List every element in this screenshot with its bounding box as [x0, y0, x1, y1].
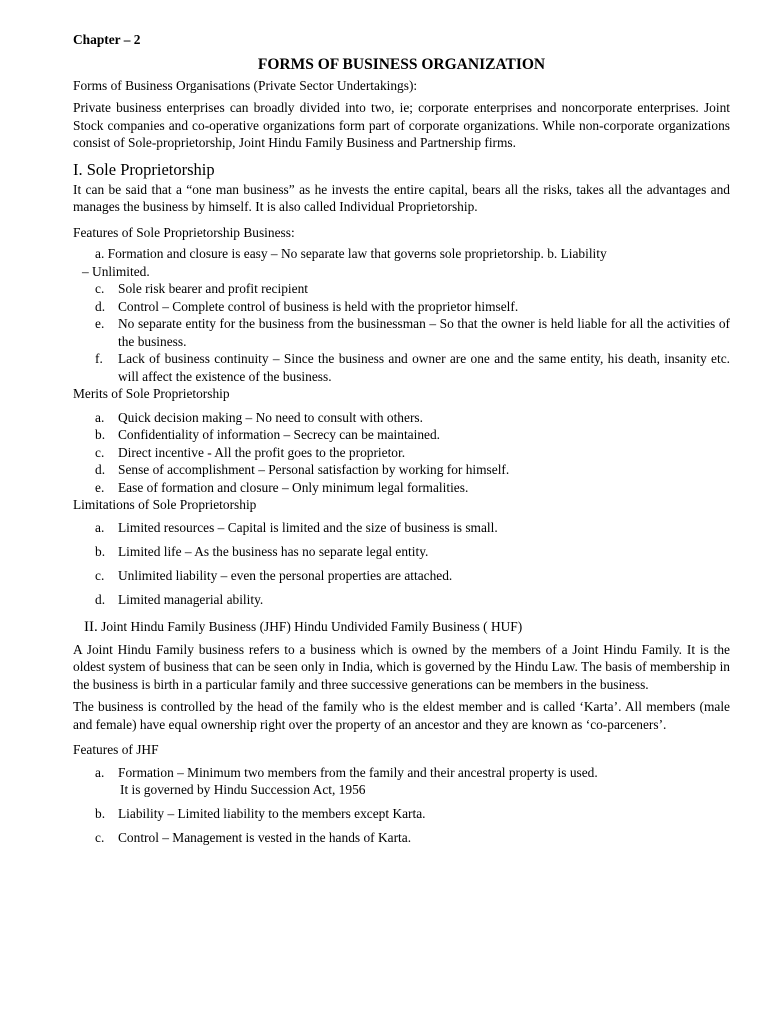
sole-feature-a-line2: – Unlimited. — [82, 263, 150, 279]
list-item-label: e. — [95, 479, 105, 495]
list-item — [73, 567, 730, 585]
list-item — [73, 543, 730, 561]
limitations-heading: Limitations of Sole Proprietorship — [73, 497, 257, 512]
list-item-text-line2: It is governed by Hindu Succession Act, 1956 — [120, 782, 366, 797]
list-item-text: Control – Complete control of business is held with the proprietor himself. — [118, 298, 519, 314]
list-item-text: Liability – Limited liability to the members except Karta. — [118, 806, 426, 821]
sole-feature-a — [73, 245, 730, 280]
list-item-label: c. — [95, 444, 105, 460]
list-item-label: c. — [95, 830, 105, 845]
list-item-text: Limited managerial ability. — [118, 591, 264, 607]
intro-paragraph: Private business enterprises can broadly divided into two, ie; corporate enterprises and noncorporate enterprises. Joint Stock companies and co-operative organizations form part of corporate organizations. While non-corporate organizations consist of Sole-proprietorship, Joint Hindu Family Business and Partnership firms. — [73, 100, 730, 150]
section-number: II. — [84, 619, 98, 635]
list-item-label: d. — [95, 591, 106, 607]
list-item — [73, 829, 730, 847]
list-item — [73, 315, 730, 350]
list-item-text: Sense of accomplishment – Personal satisfaction by working for himself. — [118, 462, 510, 477]
list-item — [73, 298, 730, 316]
section-heading-sole-proprietorship: I. Sole Proprietorship — [73, 159, 215, 179]
list-item-text: Limited life – As the business has no separate legal entity. — [118, 543, 429, 559]
list-item — [73, 479, 730, 497]
section-heading-jhf — [84, 618, 730, 637]
sole-features-heading: Features of Sole Proprietorship Business: — [73, 224, 295, 240]
list-item — [73, 280, 730, 298]
list-item — [73, 426, 730, 444]
intro-heading: Forms of Business Organisations (Private Sector Undertakings): — [73, 77, 418, 93]
list-item — [73, 461, 730, 479]
list-item-label: b. — [95, 427, 106, 442]
list-item-text: Direct incentive - All the profit goes to the proprietor. — [118, 444, 406, 460]
chapter-label: Chapter – 2 — [73, 32, 141, 47]
list-item-text: Confidentiality of information – Secrecy can be maintained. — [118, 427, 441, 442]
list-item-label: e. — [95, 316, 105, 331]
list-item-text: Unlimited liability – even the personal properties are attached. — [118, 567, 453, 583]
list-item-text: Sole risk bearer and profit recipient — [118, 281, 308, 296]
sole-features-list — [73, 280, 730, 385]
list-item-text-line1: Formation – Minimum two members from the family and their ancestral property is used. — [118, 764, 598, 780]
list-item-text: Lack of business continuity – Since the business and owner are one and the same entity, his death, insanity etc. will affect the existence of the business. — [118, 351, 730, 384]
list-item-label: a. — [95, 519, 105, 535]
limitations-list — [73, 519, 730, 609]
list-item — [73, 805, 730, 823]
merits-heading: Merits of Sole Proprietorship — [73, 386, 230, 401]
list-item-label: b. — [95, 806, 106, 821]
list-item-label: c. — [95, 281, 105, 296]
list-item-label: a. — [95, 764, 105, 780]
jhf-paragraph-1: A Joint Hindu Family business refers to a business which is owned by the members of a Joint Hindu Family. It is the oldest system of business that can be seen only in India, which is governed by the Hindu Law. The basis of membership in the business is birth in a particular family and three successive generations can be members in the business. — [73, 641, 730, 692]
list-item-text: Ease of formation and closure – Only minimum legal formalities. — [118, 479, 469, 495]
sole-feature-a-line1: a. Formation and closure is easy – No separate law that governs sole proprietorship. b. Liability — [95, 246, 607, 261]
list-item-label: c. — [95, 567, 105, 583]
list-item-label: b. — [95, 543, 106, 559]
list-item-text: Limited resources – Capital is limited and the size of business is small. — [118, 519, 498, 535]
list-item-text: No separate entity for the business from the businessman – So that the owner is held liable for all the activities of the business. — [118, 316, 730, 349]
list-item — [73, 591, 730, 609]
merits-list — [73, 409, 730, 497]
list-item — [73, 519, 730, 537]
sole-paragraph: It can be said that a “one man business” as he invests the entire capital, bears all the risks, takes all the advantages and manages the business by himself. It is also called Individual Proprietorship. — [73, 181, 730, 214]
list-item-label: d. — [95, 462, 106, 477]
list-item-text: Quick decision making – No need to consult with others. — [118, 409, 423, 425]
list-item — [73, 764, 730, 799]
jhf-paragraph-2: The business is controlled by the head of the family who is the eldest member and is called ‘Karta’. All members (male and female) have equal ownership right over the property of an ancestor and they are known as ‘co-parceners’. — [73, 699, 730, 732]
list-item — [73, 350, 730, 385]
jhf-features-heading: Features of JHF — [73, 742, 159, 757]
list-item-label: f. — [95, 351, 103, 366]
jhf-features-list — [73, 764, 730, 847]
list-item-text — [118, 764, 730, 799]
page-title: FORMS OF BUSINESS ORGANIZATION — [257, 55, 546, 73]
list-item-text: Control – Management is vested in the hands of Karta. — [118, 830, 412, 845]
document-page — [73, 31, 730, 847]
list-item — [73, 409, 730, 427]
list-item-label: d. — [95, 298, 106, 314]
section-heading-text: Joint Hindu Family Business (JHF) Hindu Undivided Family Business ( HUF) — [101, 619, 523, 634]
list-item — [73, 444, 730, 462]
list-item-label: a. — [95, 409, 105, 425]
